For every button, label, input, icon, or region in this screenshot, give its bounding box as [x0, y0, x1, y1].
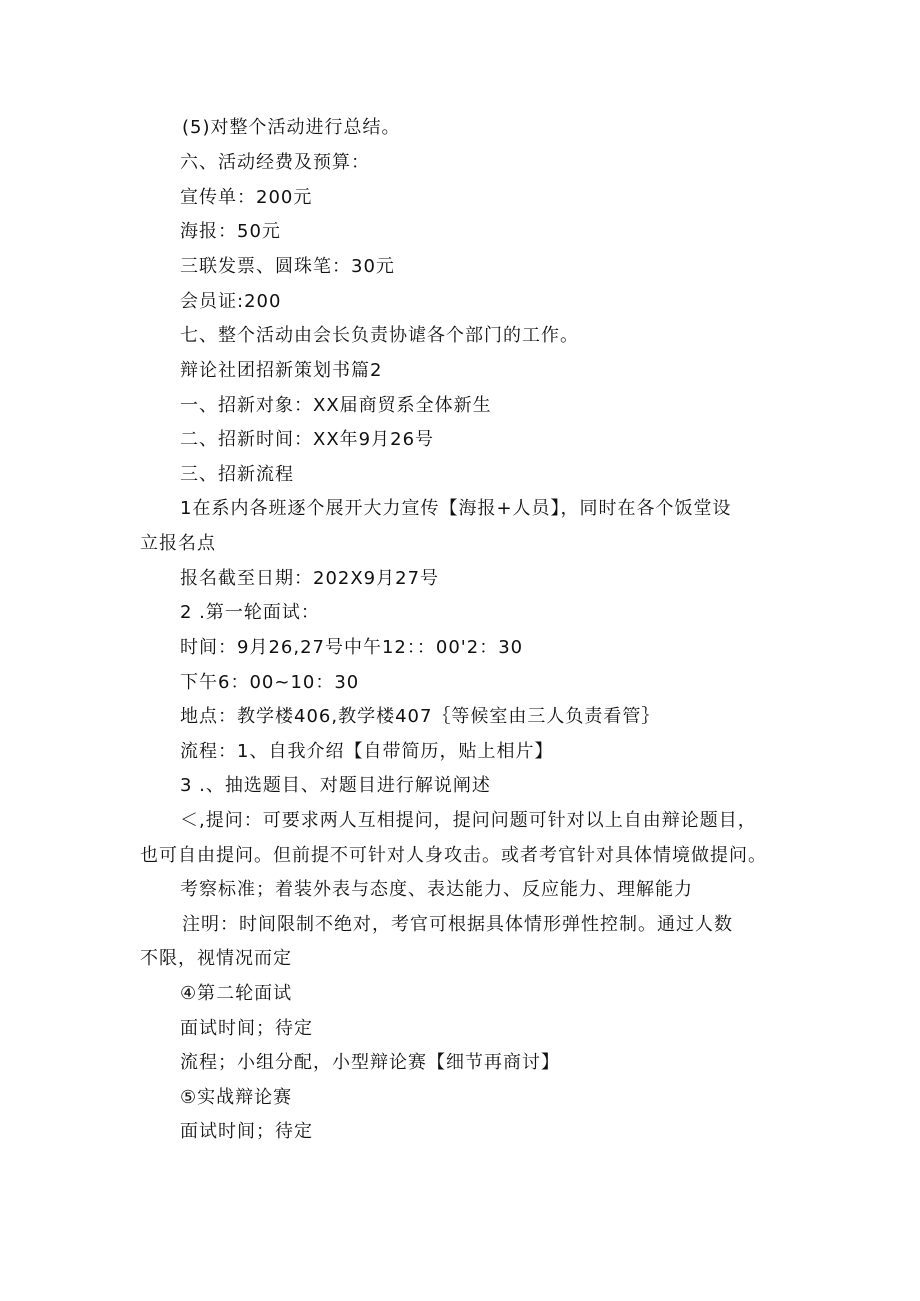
text-line-23: 考察标准；着装外表与态度、表达能力、反应能力、理解能力 — [180, 879, 693, 900]
text-line-7: 七、整个活动由会长负责协谑各个部门的工作。 — [180, 325, 579, 346]
text-line-6: 会员证:200 — [180, 291, 282, 312]
text-line-16: 时间：9月26,27号中午12：：00'2：30 — [180, 637, 524, 658]
text-line-17: 下午6：00~10：30 — [180, 672, 360, 693]
text-line-25: 不限，视情况而定 — [140, 948, 292, 969]
text-line-30: 面试时间；待定 — [180, 1121, 313, 1142]
text-line-13: 立报名点 — [140, 533, 216, 554]
text-line-5: 三联发票、圆珠笔：30元 — [180, 256, 395, 277]
text-line-9: 一、招新对象：XX届商贸系全体新生 — [180, 395, 492, 416]
text-line-14: 报名截至日期：202X9月27号 — [180, 568, 440, 589]
text-line-20: 3 .、抽选题目、对题目进行解说阐述 — [180, 775, 491, 796]
text-line-12: 1在系内各班逐个展开大力宣传【海报+人员】，同时在各个饭堂设 — [180, 498, 732, 519]
text-line-26: ④第二轮面试 — [180, 983, 293, 1004]
text-line-10: 二、招新时间：XX年9月26号 — [180, 429, 435, 450]
text-line-21: ＜,提问：可要求两人互相提问，提问问题可针对以上自由辩论题目， — [180, 810, 757, 831]
text-line-4: 海报：50元 — [180, 221, 281, 242]
text-line-19: 流程：1、自我介绍【自带简历，贴上相片】 — [180, 741, 554, 762]
text-line-3: 宣传单：200元 — [180, 187, 313, 208]
text-line-15: 2 .第一轮面试： — [180, 602, 320, 623]
text-line-11: 三、招新流程 — [180, 464, 294, 485]
text-line-8: 辩论社团招新策划书篇2 — [180, 360, 383, 381]
text-line-1: (5)对整个活动进行总结。 — [182, 117, 401, 138]
text-line-27: 面试时间；待定 — [180, 1018, 313, 1039]
text-line-28: 流程；小组分配，小型辩论赛【细节再商讨】 — [180, 1052, 560, 1073]
text-line-2: 六、活动经费及预算： — [180, 152, 370, 173]
text-line-29: ⑤实战辩论赛 — [180, 1087, 293, 1108]
text-line-24: 注明：时间限制不绝对，考官可根据具体情形弹性控制。通过人数 — [182, 914, 733, 935]
text-line-22: 也可自由提问。但前提不可针对人身攻击。或者考官针对具体情境做提问。 — [140, 845, 767, 866]
text-line-18: 地点：教学楼406,教学楼407｛等候室由三人负责看管｝ — [180, 706, 661, 727]
